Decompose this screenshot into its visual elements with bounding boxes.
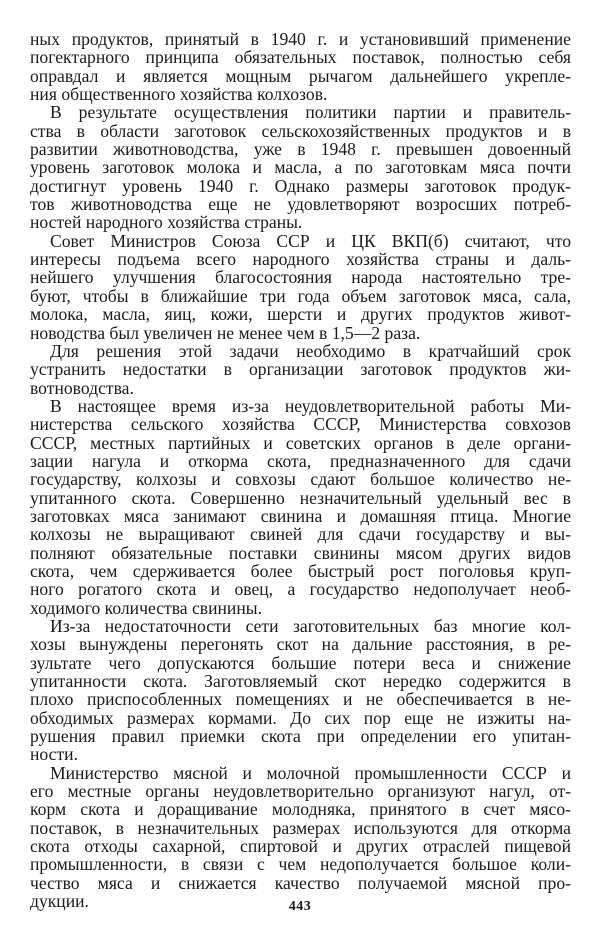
text-line: нейшего улучшения благосостояния народа настоятельно тре- [30, 267, 571, 288]
paragraph [30, 617, 571, 764]
text-line: уровень заготовок молока и масла, а по заготовкам мяса почти [30, 157, 571, 178]
page-number: 443 [288, 899, 312, 914]
paragraph [30, 342, 571, 397]
text-line: зультате чего допускаются большие потери веса и снижение [30, 652, 571, 673]
text-line: корм скота и доращивание молодняка, принятого в счет мясо- [30, 799, 571, 820]
text-line: нистерства сельского хозяйства СССР, Министерства совхозов [30, 414, 571, 435]
text-line: В результате осуществления политики партии и правитель- [50, 102, 571, 123]
text-line: ного рогатого скота и овец, а государство недополучает необ- [30, 579, 571, 600]
text-line: государству, колхозы и совхозы сдают большое количество не- [30, 469, 571, 490]
text-line: чество мяса и снижается качество получаемой мясной про- [30, 872, 571, 893]
text-line: рушения правил приемки скота при определении его упитан- [30, 726, 571, 747]
text-line: ности. [30, 744, 78, 765]
text-line: оправдал и является мощным рычагом дальнейшего укрепле- [30, 65, 571, 86]
text-line: ства в области заготовок сельскохозяйственных продуктов и в [30, 120, 571, 141]
text-line: Совет Министров Союза ССР и ЦК ВКП(б) считают, что [50, 230, 571, 251]
text-line: ния общественного хозяйства колхозов. [30, 84, 328, 105]
paragraph [30, 232, 571, 342]
text-line: колхозы не выращивают свиней для сдачи государству и вы- [30, 524, 571, 545]
text-line: погектарного принципа обязательных поставок, полностью себя [30, 47, 571, 68]
text-line: устранить недостатки в организации заготовок продуктов жи- [30, 359, 571, 380]
text-line: СССР, местных партийных и советских органов в деле органи- [30, 432, 571, 453]
text-line: В настоящее время из-за неудовлетворительной работы Ми- [50, 395, 571, 416]
text-line: ходимого количества свинины. [30, 597, 262, 618]
paragraph [30, 103, 571, 231]
text-line: полняют обязательные поставки свинины мясом других видов [30, 542, 571, 563]
text-line: развитии животноводства, уже в 1948 г. превышен довоенный [30, 139, 571, 160]
text-line: скота отходы сахарной, спиртовой и других отраслей пищевой [30, 836, 571, 857]
paragraph [30, 30, 571, 103]
text-line: зации нагула и откорма скота, предназначенного для сдачи [30, 450, 571, 471]
text-line: промышленности, в связи с чем недополучается большое коли- [30, 854, 571, 875]
text-line: его местные органы неудовлетворительно организуют нагул, от- [30, 781, 571, 802]
text-line: скота, чем сдерживается более быстрый рост поголовья круп- [30, 560, 571, 581]
document-body [30, 30, 571, 911]
text-line: вотноводства. [30, 377, 134, 398]
text-line: достигнут уровень 1940 г. Однако размеры заготовок продук- [30, 175, 571, 196]
text-line: упитанности скота. Заготовляемый скот нередко содержится в [30, 671, 571, 692]
text-line: ных продуктов, принятый в 1940 г. и установивший применение [30, 29, 571, 49]
text-line: молока, масла, яиц, кожи, шерсти и других продуктов живот- [30, 304, 571, 325]
text-line: упитанного скота. Совершенно незначительный удельный вес в [30, 487, 571, 508]
paragraph [30, 764, 571, 911]
text-line: ностей народного хозяйства страны. [30, 212, 303, 233]
text-line: плохо приспособленных помещениях и не обеспечивается в не- [30, 689, 571, 710]
text-line: Для решения этой задачи необходимо в кратчайший срок [50, 340, 571, 361]
paragraph [30, 397, 571, 617]
text-line: поставок, в незначительных размерах используются для откорма [30, 817, 571, 838]
text-line: Министерство мясной и молочной промышленности СССР и [50, 762, 571, 783]
text-line: дукции. [30, 891, 89, 912]
text-line: интересы подъема всего народного хозяйства страны и даль- [30, 249, 571, 270]
text-line: буют, чтобы в ближайшие три года объем заготовок мяса, сала, [30, 285, 571, 306]
text-line: хозы вынуждены перегонять скот на дальние расстояния, в ре- [30, 634, 571, 655]
text-line: Из-за недостаточности сети заготовительных баз многие кол- [50, 616, 571, 636]
text-line: заготовках мяса занимают свинина и домашняя птица. Многие [30, 505, 571, 526]
text-line: новодства был увеличен не менее чем в 1,5—2 раза. [30, 322, 421, 343]
text-line: обходимых размерах кормами. До сих пор еще не изжиты на- [30, 707, 571, 728]
text-line: тов животноводства еще не удовлетворяют возросших потреб- [30, 194, 571, 215]
